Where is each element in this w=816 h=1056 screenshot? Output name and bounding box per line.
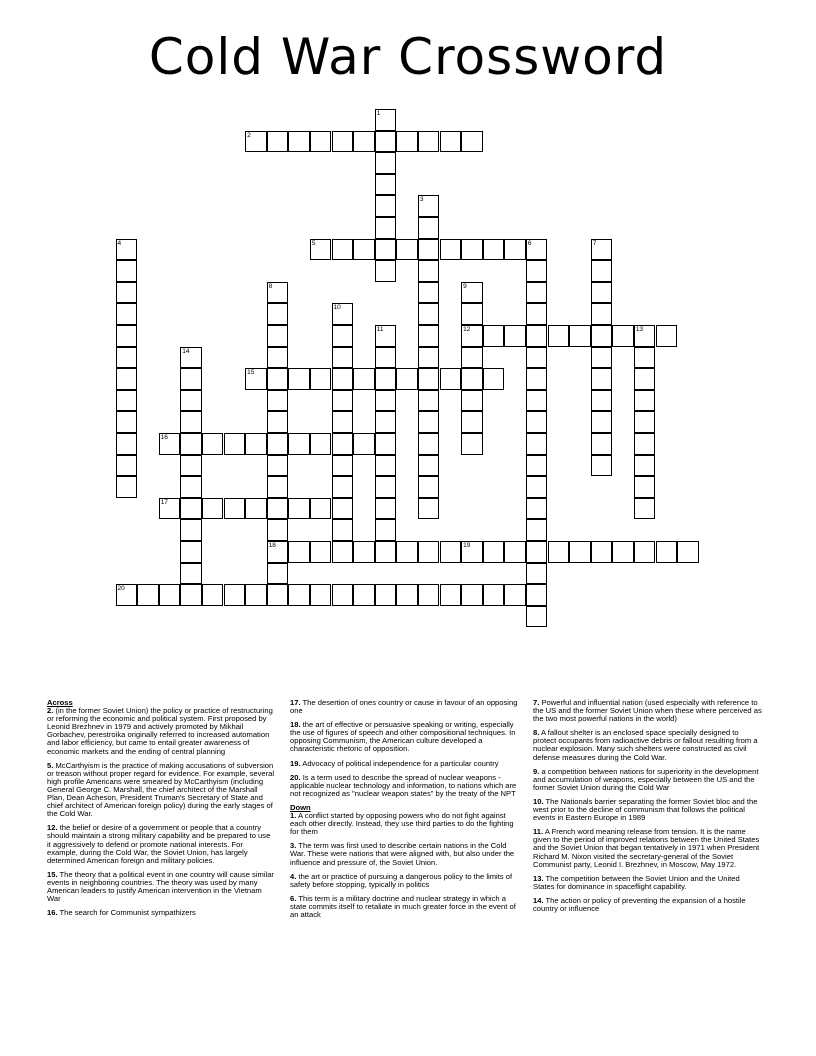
clue-number: 3 xyxy=(419,196,424,204)
grid-cell[interactable] xyxy=(375,325,397,347)
grid-cell[interactable] xyxy=(526,239,548,261)
grid-cell[interactable] xyxy=(332,519,354,541)
grid-cell[interactable] xyxy=(526,282,548,304)
grid-cell[interactable] xyxy=(526,563,548,585)
grid-cell[interactable] xyxy=(332,325,354,347)
clue-number: 2 xyxy=(247,131,251,139)
grid-cell[interactable] xyxy=(548,325,570,347)
grid-cell[interactable] xyxy=(310,239,332,261)
clue-number: 17 xyxy=(160,498,168,506)
clue-number: 10 xyxy=(333,304,341,312)
grid-cell[interactable] xyxy=(332,541,354,563)
clue-number: 5 xyxy=(311,239,316,247)
grid-cell[interactable] xyxy=(526,519,548,541)
grid-cell[interactable] xyxy=(332,476,354,498)
grid-cell[interactable] xyxy=(245,433,267,455)
grid-cell[interactable] xyxy=(267,325,289,347)
grid-cell[interactable] xyxy=(396,368,418,390)
grid-cell[interactable] xyxy=(180,347,202,369)
grid-cell[interactable] xyxy=(116,368,138,390)
grid-cell[interactable] xyxy=(375,174,397,196)
grid-cell[interactable] xyxy=(375,109,397,131)
page-title: Cold War Crossword xyxy=(148,28,668,86)
grid-cell[interactable] xyxy=(375,584,397,606)
grid-cell[interactable] xyxy=(526,455,548,477)
grid-cell[interactable] xyxy=(634,347,656,369)
grid-cell[interactable] xyxy=(332,498,354,520)
grid-cell[interactable] xyxy=(116,390,138,412)
grid-cell[interactable] xyxy=(267,498,289,520)
clue-across-20: 20. Is a term used to describe the spread of nuclear weapons - applicable nuclear technology and information, to nations which are not recognized as "nuclear weapon states" by the treaty of the NPT xyxy=(290,772,517,798)
grid-cell[interactable] xyxy=(569,325,591,347)
grid-cell[interactable] xyxy=(180,519,202,541)
grid-cell[interactable] xyxy=(440,239,462,261)
grid-cell[interactable] xyxy=(353,368,375,390)
clue-number: 8 xyxy=(268,282,273,290)
grid-cell[interactable] xyxy=(288,541,310,563)
grid-cell[interactable] xyxy=(526,433,548,455)
clue-down-13: 13. The competition between the Soviet Union and the United States for dominance in spaceflight capability. xyxy=(533,873,740,891)
grid-cell[interactable] xyxy=(375,239,397,261)
grid-cell[interactable] xyxy=(612,325,634,347)
grid-cell[interactable] xyxy=(180,390,202,412)
grid-cell[interactable] xyxy=(159,433,181,455)
grid-cell[interactable] xyxy=(310,131,332,153)
grid-cell[interactable] xyxy=(375,433,397,455)
clue-across-17: 17. The desertion of ones country or cause in favour of an opposing one xyxy=(290,698,518,716)
grid-cell[interactable] xyxy=(116,433,138,455)
grid-cell[interactable] xyxy=(526,584,548,606)
grid-cell[interactable] xyxy=(591,433,613,455)
grid-cell[interactable] xyxy=(353,584,375,606)
clue-down-10: 10. The Nationals barrier separating the former Soviet bloc and the west prior to the decline of communism that follows the political events in Eastern Europe in 1989 xyxy=(533,796,758,823)
grid-cell[interactable] xyxy=(332,368,354,390)
grid-cell[interactable] xyxy=(461,303,483,325)
clue-number: 6 xyxy=(527,239,532,247)
grid-cell[interactable] xyxy=(245,368,267,390)
grid-cell[interactable] xyxy=(634,455,656,477)
clue-across-2: 2. (in the former Soviet Union) the policy or practice of restructuring or reforming the economic and political system. First proposed by Leonid Brezhnev in 1979 and actively promoted by Mikhail Gorbachev, perestroika originally referred to increased automation and labor efficiency, but came to entail greater awareness of economic markets and the ending of central planning xyxy=(47,706,273,756)
grid-cell[interactable] xyxy=(591,411,613,433)
grid-cell[interactable] xyxy=(180,498,202,520)
clue-number: 14 xyxy=(182,347,190,355)
grid-cell[interactable] xyxy=(440,368,462,390)
clue-number: 18 xyxy=(268,542,276,549)
grid-cell[interactable] xyxy=(591,390,613,412)
grid-cell[interactable] xyxy=(267,541,289,563)
grid-cell[interactable] xyxy=(116,325,138,347)
grid-cell[interactable] xyxy=(375,195,397,217)
grid-cell[interactable] xyxy=(418,260,440,282)
grid-cell[interactable] xyxy=(526,390,548,412)
clues-column-3 xyxy=(533,699,763,919)
grid-cell[interactable] xyxy=(461,282,483,304)
grid-cell[interactable] xyxy=(202,584,224,606)
grid-cell[interactable] xyxy=(461,325,483,347)
grid-cell[interactable] xyxy=(591,260,613,282)
grid-cell[interactable] xyxy=(418,131,440,153)
grid-cell[interactable] xyxy=(418,541,440,563)
grid-cell[interactable] xyxy=(526,260,548,282)
grid-cell[interactable] xyxy=(288,368,310,390)
grid-cell[interactable] xyxy=(591,303,613,325)
grid-cell[interactable] xyxy=(224,433,246,455)
grid-cell[interactable] xyxy=(353,239,375,261)
grid-cell[interactable] xyxy=(245,498,267,520)
grid-cell[interactable] xyxy=(202,433,224,455)
grid-cell[interactable] xyxy=(180,563,202,585)
grid-cell[interactable] xyxy=(375,152,397,174)
grid-cell[interactable] xyxy=(526,498,548,520)
clue-down-4: 4. the art or practice of pursuing a dangerous policy to the limits of safety before stopping, typically in politics xyxy=(290,871,513,889)
clue-across-12: 12. the belief or desire of a government or people that a country should maintain a strong military capability and be prepared to use it aggressively to defend or promote national interests. For example, during the Cold War, the Soviet Union, has largely determined American foreign and military policies. xyxy=(47,823,271,865)
grid-cell[interactable] xyxy=(461,433,483,455)
grid-cell[interactable] xyxy=(526,606,548,628)
grid-cell[interactable] xyxy=(526,303,548,325)
clues-column-2 xyxy=(290,699,518,925)
grid-cell[interactable] xyxy=(418,390,440,412)
grid-cell[interactable] xyxy=(180,368,202,390)
clue-number: 4 xyxy=(117,239,122,247)
grid-cell[interactable] xyxy=(375,217,397,239)
grid-cell[interactable] xyxy=(634,498,656,520)
grid-cell[interactable] xyxy=(375,476,397,498)
grid-cell[interactable] xyxy=(461,411,483,433)
grid-cell[interactable] xyxy=(418,195,440,217)
clue-number: 19 xyxy=(463,542,471,549)
grid-cell[interactable] xyxy=(375,498,397,520)
grid-cell[interactable] xyxy=(591,347,613,369)
grid-cell[interactable] xyxy=(137,584,159,606)
grid-cell[interactable] xyxy=(332,390,354,412)
grid-cell[interactable] xyxy=(591,368,613,390)
grid-cell[interactable] xyxy=(461,131,483,153)
grid-cell[interactable] xyxy=(267,433,289,455)
grid-cell[interactable] xyxy=(375,519,397,541)
clue-number: 7 xyxy=(592,239,597,247)
grid-cell[interactable] xyxy=(245,131,267,153)
clue-number: 15 xyxy=(247,369,255,377)
grid-cell[interactable] xyxy=(224,584,246,606)
grid-cell[interactable] xyxy=(396,239,418,261)
grid-cell[interactable] xyxy=(332,239,354,261)
grid-cell[interactable] xyxy=(332,455,354,477)
grid-cell[interactable] xyxy=(116,239,138,261)
clue-down-3: 3. The term was first used to describe certain nations in the Cold War. These were nations that were aligned with, but also under the influence and pressure of, the Soviet Union. xyxy=(290,841,515,867)
clue-down-14: 14. The action or policy of preventing the expansion of a hostile country or influence xyxy=(533,895,746,913)
grid-cell[interactable] xyxy=(267,476,289,498)
grid-cell[interactable] xyxy=(418,411,440,433)
grid-cell[interactable] xyxy=(288,584,310,606)
grid-cell[interactable] xyxy=(461,239,483,261)
grid-cell[interactable] xyxy=(418,325,440,347)
grid-cell[interactable] xyxy=(267,131,289,153)
grid-cell[interactable] xyxy=(375,260,397,282)
grid-cell[interactable] xyxy=(159,498,181,520)
grid-cell[interactable] xyxy=(504,584,526,606)
grid-cell[interactable] xyxy=(396,131,418,153)
grid-cell[interactable] xyxy=(353,131,375,153)
grid-cell[interactable] xyxy=(526,347,548,369)
clues-column-1 xyxy=(47,699,275,923)
grid-cell[interactable] xyxy=(526,541,548,563)
grid-cell[interactable] xyxy=(591,455,613,477)
grid-cell[interactable] xyxy=(267,411,289,433)
grid-cell[interactable] xyxy=(591,239,613,261)
grid-cell[interactable] xyxy=(504,325,526,347)
grid-cell[interactable] xyxy=(375,131,397,153)
clue-down-7: 7. Powerful and influential nation (used especially with reference to the US and the former Soviet Union when these where perceived as the two most powerful nations in the world) xyxy=(533,698,762,724)
grid-cell[interactable] xyxy=(396,541,418,563)
clue-down-11: 11. A French word meaning release from tension. It is the name given to the period of improved relations between the United States and the Soviet Union that began tentatively in 1971 when President Richard M. Nixon visited the secretary-general of the Soviet Communist party, Leonid I. Brezhnev, in Moscow, May 1972. xyxy=(533,827,760,869)
grid-cell[interactable] xyxy=(418,303,440,325)
grid-cell[interactable] xyxy=(634,433,656,455)
grid-cell[interactable] xyxy=(245,584,267,606)
grid-cell[interactable] xyxy=(375,411,397,433)
grid-cell[interactable] xyxy=(116,455,138,477)
grid-cell[interactable] xyxy=(180,541,202,563)
grid-cell[interactable] xyxy=(461,584,483,606)
grid-cell[interactable] xyxy=(634,368,656,390)
grid-cell[interactable] xyxy=(418,476,440,498)
grid-cell[interactable] xyxy=(418,455,440,477)
grid-cell[interactable] xyxy=(634,476,656,498)
grid-cell[interactable] xyxy=(288,433,310,455)
grid-cell[interactable] xyxy=(656,541,678,563)
grid-cell[interactable] xyxy=(591,325,613,347)
grid-cell[interactable] xyxy=(267,368,289,390)
grid-cell[interactable] xyxy=(202,498,224,520)
grid-cell[interactable] xyxy=(310,541,332,563)
grid-cell[interactable] xyxy=(116,303,138,325)
grid-cell[interactable] xyxy=(310,498,332,520)
grid-cell[interactable] xyxy=(116,282,138,304)
clue-number: 9 xyxy=(463,282,467,290)
grid-cell[interactable] xyxy=(504,239,526,261)
grid-cell[interactable] xyxy=(116,347,138,369)
grid-cell[interactable] xyxy=(483,584,505,606)
grid-cell[interactable] xyxy=(656,325,678,347)
grid-cell[interactable] xyxy=(180,476,202,498)
grid-cell[interactable] xyxy=(461,541,483,563)
grid-cell[interactable] xyxy=(461,347,483,369)
grid-cell[interactable] xyxy=(569,541,591,563)
grid-cell[interactable] xyxy=(180,584,202,606)
clue-down-6: 6. This term is a military doctrine and nuclear strategy in which a state commits itself to retaliate in much greater force in the event of an attack xyxy=(290,893,516,919)
grid-cell[interactable] xyxy=(591,541,613,563)
grid-cell[interactable] xyxy=(180,411,202,433)
grid-cell[interactable] xyxy=(267,584,289,606)
grid-cell[interactable] xyxy=(591,282,613,304)
clue-across-19: 19. Advocacy of political independence for a particular country xyxy=(290,758,499,768)
grid-cell[interactable] xyxy=(440,131,462,153)
grid-cell[interactable] xyxy=(418,584,440,606)
grid-cell[interactable] xyxy=(288,498,310,520)
grid-cell[interactable] xyxy=(116,584,138,606)
across-heading: Across xyxy=(47,698,73,707)
grid-cell[interactable] xyxy=(116,260,138,282)
clue-down-8: 8. A fallout shelter is an enclosed space specially designed to protect occupants from radioactive debris or fallout resulting from a nuclear explosion. Many such shelters were constructed as civil defense measures during the Cold War. xyxy=(533,728,758,762)
grid-cell[interactable] xyxy=(634,411,656,433)
grid-cell[interactable] xyxy=(375,347,397,369)
grid-cell[interactable] xyxy=(375,541,397,563)
grid-cell[interactable] xyxy=(418,368,440,390)
clue-across-5: 5. McCarthyism is the practice of making accusations of subversion or treason without proper regard for evidence. For example, several high profile Americans were smeared by McCarthyism (including General George C. Marshall, the chief architect of the Marshall Plan, Dean Acheson, President Truman's Secretary of State and chief architect of American foreign policy) during the early stages of the Cold War. xyxy=(47,760,275,819)
grid-cell[interactable] xyxy=(267,455,289,477)
grid-cell[interactable] xyxy=(677,541,699,563)
grid-cell[interactable] xyxy=(483,239,505,261)
grid-cell[interactable] xyxy=(224,498,246,520)
grid-cell[interactable] xyxy=(418,239,440,261)
clue-number: 12 xyxy=(463,326,471,333)
grid-cell[interactable] xyxy=(267,347,289,369)
grid-cell[interactable] xyxy=(418,282,440,304)
grid-cell[interactable] xyxy=(526,411,548,433)
clue-across-18: 18. the art of effective or persuasive speaking or writing, especially the use of figures of speech and other compositional techniques. In opposing Communism, the American culture developed a characteristic rhetoric of opposition. xyxy=(290,720,516,754)
grid-cell[interactable] xyxy=(483,325,505,347)
clue-down-1: 1. A conflict started by opposing powers who do not fight against each other directly. Instead, they use third parties to do the fighting for them xyxy=(290,811,514,837)
grid-cell[interactable] xyxy=(310,433,332,455)
grid-cell[interactable] xyxy=(267,519,289,541)
clue-number: 1 xyxy=(376,110,381,117)
grid-cell[interactable] xyxy=(267,282,289,304)
grid-cell[interactable] xyxy=(612,541,634,563)
grid-cell[interactable] xyxy=(267,563,289,585)
down-heading: Down xyxy=(290,802,311,812)
clue-across-16: 16. The search for Communist sympathizers xyxy=(47,908,196,918)
grid-cell[interactable] xyxy=(375,390,397,412)
grid-cell[interactable] xyxy=(634,325,656,347)
grid-cell[interactable] xyxy=(116,476,138,498)
clue-number: 16 xyxy=(160,434,168,441)
grid-cell[interactable] xyxy=(353,433,375,455)
grid-cell[interactable] xyxy=(634,541,656,563)
grid-cell[interactable] xyxy=(461,368,483,390)
grid-cell[interactable] xyxy=(180,455,202,477)
grid-cell[interactable] xyxy=(483,541,505,563)
grid-cell[interactable] xyxy=(396,584,418,606)
grid-cell[interactable] xyxy=(332,433,354,455)
grid-cell[interactable] xyxy=(332,584,354,606)
grid-cell[interactable] xyxy=(634,390,656,412)
grid-cell[interactable] xyxy=(548,541,570,563)
clue-down-9: 9. a competition between nations for superiority in the development and accumulation of weapons, especially between the US and the former Soviet Union during the Cold War xyxy=(533,766,759,792)
grid-cell[interactable] xyxy=(526,325,548,347)
grid-cell[interactable] xyxy=(180,433,202,455)
clue-number: 20 xyxy=(117,585,125,593)
grid-cell[interactable] xyxy=(483,368,505,390)
grid-cell[interactable] xyxy=(440,541,462,563)
grid-cell[interactable] xyxy=(375,455,397,477)
grid-cell[interactable] xyxy=(418,347,440,369)
grid-cell[interactable] xyxy=(332,347,354,369)
grid-cell[interactable] xyxy=(116,411,138,433)
grid-cell[interactable] xyxy=(310,368,332,390)
grid-cell[interactable] xyxy=(267,303,289,325)
grid-cell[interactable] xyxy=(267,390,289,412)
grid-cell[interactable] xyxy=(418,498,440,520)
grid-cell[interactable] xyxy=(159,584,181,606)
grid-cell[interactable] xyxy=(526,476,548,498)
grid-cell[interactable] xyxy=(375,368,397,390)
clue-number: 13 xyxy=(635,326,644,333)
grid-cell[interactable] xyxy=(504,541,526,563)
grid-cell[interactable] xyxy=(418,217,440,239)
grid-cell[interactable] xyxy=(332,411,354,433)
clue-across-15: 15. The theory that a political event in one country will cause similar events in neighboring countries. The theory was used by many American leaders to justify American intervention in the Vietnam War xyxy=(47,869,274,904)
grid-cell[interactable] xyxy=(526,368,548,390)
grid-cell[interactable] xyxy=(461,390,483,412)
grid-cell[interactable] xyxy=(332,131,354,153)
grid-cell[interactable] xyxy=(332,303,354,325)
grid-cell[interactable] xyxy=(310,584,332,606)
grid-cell[interactable] xyxy=(288,131,310,153)
clue-number: 11 xyxy=(376,326,384,333)
grid-cell[interactable] xyxy=(440,584,462,606)
grid-cell[interactable] xyxy=(353,541,375,563)
grid-cell[interactable] xyxy=(418,433,440,455)
